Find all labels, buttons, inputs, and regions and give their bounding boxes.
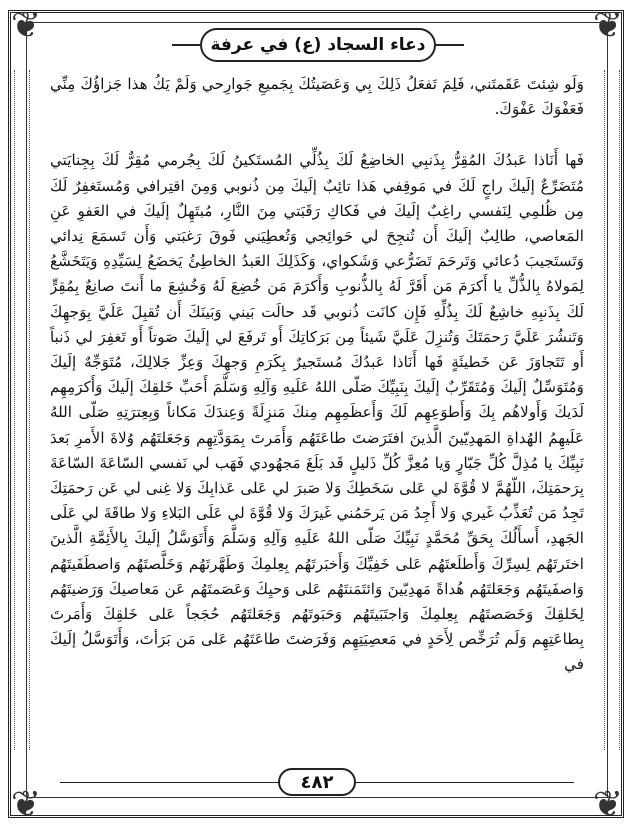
main-text <box>50 72 584 752</box>
page-number: ٤٨٢ <box>300 771 334 793</box>
right-border-ornament <box>604 70 620 750</box>
paragraph-1: وَلَو شِئتَ عَقَمتَني، فَلِمَ تَفعَلُ ذَلِكَ بِي وَعَصَيتُكَ بِجَميعِ جَوارِحي وَلَمْ يَكُ هذا جَزاؤُكَ مِنِّي فَعَفْوَكَ عَفْوَكَ. <box>50 75 584 119</box>
corner-ornament-icon: ❦ <box>10 784 42 825</box>
corner-ornament-icon: ❦ <box>592 5 624 46</box>
page-number-box <box>278 768 356 796</box>
corner-ornament-icon: ❦ <box>10 5 42 46</box>
page-title: دعاء السجاد (ع) في عرفة <box>210 35 426 55</box>
title-cartouche <box>200 28 436 62</box>
corner-ornament-icon: ❦ <box>592 784 624 825</box>
paragraph-2: فَها أَنَاذا عَبدُكَ المُقِرُّ بِذَنبِي الخاضِعُ لَكَ بِذُلِّي المُستَكينُ لَكَ بِجُرمي مُقِرٌّ لَكَ بِجِنايَتي مُتَضَرِّعٌ إلَيكَ راجٍ لَكَ في مَوقِفي هَذا تائِبٌ إلَيكَ مِن ذُنوبي وَمِنَ اقتِرافي وَمُستَغفِرٌ لَكَ مِن ظُلمِي لِنَفسي راغِبٌ إلَيكَ في فَكاكِ رَقَبَتي مِنَ النَّارِ، مُبتَهِلٌ إلَيكَ في العَفوِ عَنِ المَعاصي، طالِبٌ إلَيكَ أَن تُنجِحَ لي حَوائِجي وَتُعطِيَني فَوقَ رَغبَتي وَأَن تَسمَعَ نِدائي وَتَستَجيبَ دُعائي وَتَرحَمَ تَضَرُّعي وَشَكواي، وَكَذَلِكَ العَبدُ الخاطِئُ يَخضَعُ لِسَيِّدِهِ وَيَتَخَشَّعُ لِمَولاهُ بِالذُّلِّ يا أَكرَمَ مَن أَقَرَّ لَهُ بِالذُّنوبِ وَأَكرَمَ مَن خُضِعَ لَهُ وَخُشِعَ ما أَنتَ صانِعٌ بِمُقِرٍّ لَكَ بِذَنبِهِ خاشِعٌ لَكَ بِذُلِّهِ فَإِن كانَت ذُنوبي قَد حالَت بَيني وَبَينَكَ أَن تُقبِلَ عَلَيَّ بِوَجهِكَ وَتَنشُرَ عَلَيَّ رَحمَتَكَ وَتُنزِلَ عَلَيَّ شَيئاً مِن بَرَكاتِكَ أَو تَرفَعَ لي إلَيكَ صَوتاً أَو تَغفِرَ لي ذَنباً أَو تَتَجاوَزَ عَن خَطيئَةٍ فَها أَنَاذا عَبدُكَ مُستَجيرٌ بِكَرَمِ وَجهِكَ وَعِزِّ جَلالِكَ، مُتَوَجِّهٌ إلَيكَ وَمُتَوَسِّلٌ إلَيكَ وَمُتَقَرِّبٌ إلَيكَ بِنَبِيِّكَ صَلّى اللهُ عَلَيهِ وَآلِهِ وَسَلَّمَ أَحَبِّ خَلقِكَ إلَيكَ وَأَكرَمِهِم لَدَيكَ وَأَولاهُم بِكَ وَأَطوَعِهِم لَكَ وَأَعظَمِهِم مِنكَ مَنزِلَةً وَعِندَكَ مَكاناً وَبِعِترَتِهِ صَلّى اللهُ عَلَيهِمُ الهُداةِ المَهدِيّينَ الَّذينَ افتَرَضتَ طاعَتَهُم وَأَمَرتَ بِمَوَدَّتِهِم وَجَعَلتَهُم وُلاةَ الأَمرِ بَعدَ نَبِيِّكَ يا مُذِلَّ كُلِّ جَبّارٍ وَيا مُعِزَّ كُلِّ ذَليلٍ قَد بَلَغَ مَجهُودي فَهَب لي نَفسي السّاعَةَ السّاعَةَ بِرَحمَتِكَ، اللّهُمَّ لا قُوَّةَ لي عَلى سَخَطِكَ وَلا صَبرَ لي عَلى عَذابِكَ وَلا غِنى لي عَن رَحمَتِكَ تَجِدُ مَن تُعَذِّبُ غَيري وَلا أَجِدُ مَن يَرحَمُني غَيرَكَ وَلا قُوَّةَ لي عَلَى البَلاءِ وَلا طاقَةَ لي عَلَى الجَهدِ، أَسأَلُكَ بِحَقِّ مُحَمَّدٍ نَبِيِّكَ صَلّى اللهُ عَلَيهِ وَآلِهِ وَسَلَّمَ وَأَتَوَسَّلُ إلَيكَ بِالأَئِمَّةِ الَّذينَ اختَرتَهُم لِسِرِّكَ وَأَطلَعتَهُم عَلى خَفِيِّكَ وَأَخبَرتَهُم بِعِلمِكَ وَطَهَّرتَهُم وَخَلَّصتَهُم وَاصطَفَيتَهُم وَاصفَيتَهُم وَجَعَلتَهُم هُداةً مَهدِيّينَ وَائتَمَنتَهُم عَلى وَحيِكَ وَعَصَمتَهُم عَن مَعاصيكَ وَرَضيتَهُم لِخَلقِكَ وَخَصَصتَهُم بِعِلمِكَ وَاجتَبَيتَهُم وَحَبَوتَهُم وَجَعَلتَهُم حُجَجاً عَلى خَلقِكَ وَأَمَرتَ بِطاعَتِهِم وَلَم تُرَخِّص لِأَحَدٍ في مَعصِيَتِهِم وَفَرَضتَ طاعَتَهُم عَلى مَن بَرَأتَ، وَأَتَوَسَّلُ إلَيكَ في <box>50 151 584 674</box>
left-border-ornament <box>14 70 30 750</box>
